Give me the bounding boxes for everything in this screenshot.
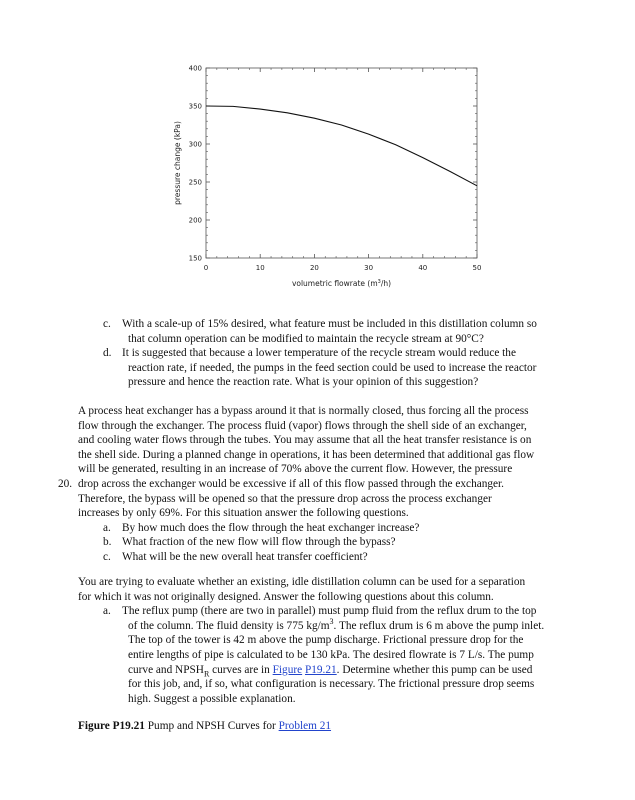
problem-21-question-a (103, 604, 544, 706)
question-text: It is suggested that because a lower temperature of the recycle stream would reduce the (122, 347, 516, 360)
item-label: a. (103, 605, 111, 618)
item-a-line-2-pre: of the column. The fluid density is 775 kg/m (128, 619, 330, 632)
x-tick-label: 50 (472, 264, 482, 272)
figure-caption (78, 719, 331, 734)
question-text: With a scale-up of 15% desired, what feature must be included in this distillation column so (122, 318, 537, 330)
x-tick-label: 10 (255, 264, 265, 272)
x-axis-label-sup: 3 (377, 279, 381, 285)
x-axis-label-main: volumetric flowrate (m (291, 279, 378, 288)
question-item (103, 317, 537, 346)
plot-area (173, 65, 481, 289)
x-tick-label: 40 (418, 264, 428, 272)
item-label: d. (103, 347, 112, 360)
y-axis-label: pressure change (kPa) (173, 121, 182, 205)
question-text: that column operation can be modified to maintain the recycle stream at 90°C? (128, 332, 484, 345)
paragraph-line: and cooling water flows through the tubes. You may assume that all the heat transfer resistance is on (78, 434, 532, 447)
paragraph-line: flow through the exchanger. The process fluid (vapor) flows through the shell side of an exchanger, (78, 419, 527, 432)
figure-link[interactable]: Figure (272, 663, 303, 676)
paragraph-line: increases by only 69%. For this situation answer the following questions. (78, 507, 409, 520)
question-line (103, 317, 537, 332)
item-a-line-3: The top of the tower is 42 m above the pump discharge. Frictional pressure drop for the (128, 634, 524, 647)
item-a-line-7: high. Suggest a possible explanation. (128, 692, 296, 705)
y-tick-label: 300 (188, 140, 202, 149)
paragraph-line: for which it was not originally designed. Answer the following questions about this column. (78, 590, 494, 603)
question-text: What fraction of the new flow will flow through the bypass? (122, 536, 396, 549)
item-label: a. (103, 521, 111, 534)
plot-frame (206, 68, 477, 258)
question-text: reaction rate, if needed, the pumps in the feed section could be used to increase the reactor (128, 361, 537, 374)
y-tick-label: 350 (188, 102, 202, 111)
question-text: By how much does the flow through the heat exchanger increase? (122, 521, 420, 534)
problem-20-number: 20. (58, 478, 73, 490)
y-tick-label: 400 (188, 64, 202, 73)
x-axis-label-end: /h) (380, 279, 392, 288)
y-tick-label: 250 (188, 178, 202, 187)
paragraph-line: You are trying to evaluate whether an existing, idle distillation column can be used for a separation (78, 576, 526, 588)
paragraph-line: Therefore, the bypass will be opened so that the pressure drop across the process exchanger (78, 492, 492, 505)
problem-21-link[interactable]: Problem 21 (278, 720, 332, 732)
pump-curve-chart (160, 58, 500, 298)
x-tick-label: 20 (309, 264, 319, 272)
problem-20 (78, 404, 534, 565)
question-line (103, 346, 537, 361)
questions-c-d (103, 317, 537, 390)
paragraph-line: A process heat exchanger has a bypass around it that is normally closed, thus forcing all the process (78, 405, 529, 417)
item-a-line-6: for this job, and, if so, what configuration is necessary. The frictional pressure drop seems (128, 678, 535, 691)
y-tick-label: 200 (188, 216, 202, 225)
question-text: pressure and hence the reaction rate. What is your opinion of this suggestion? (128, 376, 479, 389)
question-line (128, 361, 537, 376)
figure-caption-label: Figure P19.21 (78, 720, 145, 732)
item-a-line-5-sub: R (203, 668, 210, 678)
problem-20-questions (103, 521, 534, 565)
x-tick-label: 30 (364, 264, 374, 272)
figure-number-link[interactable]: P19.21 (304, 663, 337, 676)
paragraph-line: will be generated, resulting in an increase of 70% above the current flow. However, the pressure (78, 463, 513, 476)
item-label: b. (103, 536, 112, 549)
question-item (103, 521, 534, 536)
item-a-line-5-pre: curve and NPSH (128, 663, 204, 676)
paragraph-line: drop across the exchanger would be excessive if all of this flow passed through the exchanger. (78, 477, 505, 490)
paragraph-line: the shell side. During a planned change in operations, it has been determined that additional gas flow (78, 448, 535, 461)
item-a-line-5-mid: curves are in (209, 663, 273, 676)
item-label: c. (103, 550, 111, 563)
problem-20-text (78, 404, 534, 521)
problem-21 (78, 575, 544, 706)
question-item (103, 535, 534, 550)
item-a-line-2-sup: 3 (329, 617, 334, 627)
question-line (128, 332, 537, 347)
item-a-line-5-post: . Determine whether this pump can be used (336, 663, 533, 676)
figure-caption-text: Pump and NPSH Curves for (144, 720, 279, 732)
item-label: c. (103, 318, 111, 330)
question-item (103, 550, 534, 565)
x-axis-label (292, 279, 391, 288)
question-line (128, 375, 537, 390)
problem-21-text (78, 575, 544, 604)
item-a-line-2-post: . The reflux drum is 6 m above the pump inlet. (333, 619, 545, 632)
x-tick-label: 0 (203, 264, 209, 272)
series-line-pump-curve (206, 106, 477, 186)
question-text: What will be the new overall heat transfer coefficient? (122, 550, 368, 563)
item-a-line-1: The reflux pump (there are two in parallel) must pump fluid from the reflux drum to the top (122, 605, 537, 618)
question-item (103, 346, 537, 390)
item-a-line-4: entire lengths of pipe is calculated to be 130 kPa. The desired flowrate is 7 L/s. The pump (128, 648, 534, 661)
y-tick-label: 150 (188, 254, 202, 263)
